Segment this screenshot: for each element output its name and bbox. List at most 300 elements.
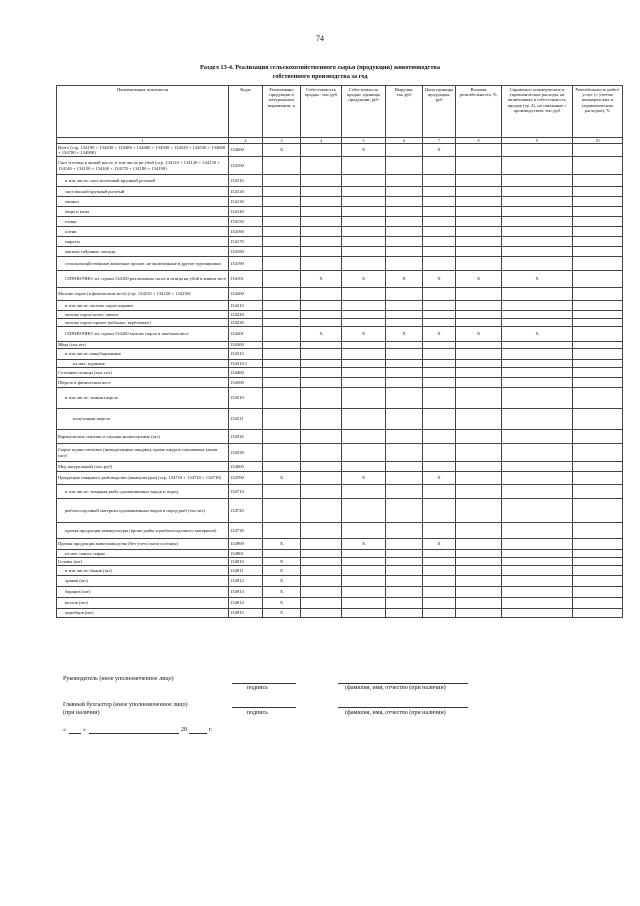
row-cell[interactable] — [301, 157, 342, 175]
row-cell[interactable] — [456, 378, 502, 388]
row-cell[interactable] — [456, 207, 502, 217]
row-cell[interactable] — [423, 587, 456, 598]
row-cell[interactable] — [386, 360, 423, 368]
row-cell[interactable] — [386, 558, 423, 566]
row-cell[interactable] — [573, 319, 623, 327]
row-cell[interactable] — [573, 288, 623, 301]
row-cell[interactable] — [456, 409, 502, 430]
row-cell[interactable]: X — [423, 144, 456, 157]
row-cell[interactable] — [386, 368, 423, 378]
row-cell[interactable] — [573, 187, 623, 197]
row-cell[interactable] — [502, 472, 573, 485]
row-cell[interactable] — [386, 444, 423, 462]
row-cell[interactable] — [456, 319, 502, 327]
row-cell[interactable] — [301, 217, 342, 227]
row-cell[interactable] — [456, 388, 502, 409]
row-cell[interactable] — [386, 609, 423, 618]
row-cell[interactable] — [423, 227, 456, 237]
row-cell[interactable] — [456, 462, 502, 472]
row-cell[interactable] — [573, 311, 623, 319]
row-cell[interactable] — [456, 175, 502, 187]
row-cell[interactable] — [342, 157, 386, 175]
row-cell[interactable] — [342, 217, 386, 227]
row-cell[interactable] — [456, 430, 502, 444]
row-cell[interactable] — [301, 539, 342, 550]
row-cell[interactable] — [423, 444, 456, 462]
row-cell[interactable] — [502, 144, 573, 157]
row-cell[interactable] — [573, 157, 623, 175]
row-cell[interactable] — [502, 288, 573, 301]
row-cell[interactable] — [263, 301, 301, 311]
row-cell[interactable] — [263, 342, 301, 349]
row-cell[interactable] — [301, 550, 342, 558]
row-cell[interactable] — [502, 368, 573, 378]
row-cell[interactable]: X — [342, 271, 386, 288]
row-cell[interactable] — [301, 301, 342, 311]
row-cell[interactable] — [342, 197, 386, 207]
row-cell[interactable]: X — [263, 609, 301, 618]
row-cell[interactable] — [301, 378, 342, 388]
row-cell[interactable] — [301, 499, 342, 523]
row-cell[interactable] — [386, 485, 423, 499]
row-cell[interactable] — [423, 499, 456, 523]
row-cell[interactable] — [502, 227, 573, 237]
row-cell[interactable] — [573, 558, 623, 566]
row-cell[interactable] — [502, 349, 573, 360]
row-cell[interactable] — [263, 388, 301, 409]
row-cell[interactable] — [342, 311, 386, 319]
row-cell[interactable] — [423, 566, 456, 576]
row-cell[interactable] — [342, 609, 386, 618]
row-cell[interactable] — [301, 319, 342, 327]
row-cell[interactable] — [263, 237, 301, 247]
row-cell[interactable] — [386, 499, 423, 523]
row-cell[interactable] — [573, 550, 623, 558]
row-cell[interactable] — [386, 523, 423, 539]
row-cell[interactable] — [342, 257, 386, 271]
row-cell[interactable]: X — [263, 472, 301, 485]
row-cell[interactable] — [301, 311, 342, 319]
row-cell[interactable] — [573, 462, 623, 472]
row-cell[interactable] — [386, 288, 423, 301]
row-cell[interactable] — [386, 217, 423, 227]
row-cell[interactable] — [263, 207, 301, 217]
row-cell[interactable] — [573, 368, 623, 378]
row-cell[interactable] — [301, 349, 342, 360]
row-cell[interactable]: X — [342, 472, 386, 485]
row-cell[interactable] — [342, 319, 386, 327]
row-cell[interactable] — [301, 388, 342, 409]
row-cell[interactable] — [423, 558, 456, 566]
row-cell[interactable]: X — [342, 144, 386, 157]
row-cell[interactable] — [573, 499, 623, 523]
row-cell[interactable] — [573, 349, 623, 360]
row-cell[interactable] — [342, 288, 386, 301]
row-cell[interactable] — [456, 444, 502, 462]
row-cell[interactable] — [573, 217, 623, 227]
row-cell[interactable] — [423, 550, 456, 558]
row-cell[interactable] — [342, 550, 386, 558]
row-cell[interactable] — [386, 409, 423, 430]
row-cell[interactable] — [423, 342, 456, 349]
row-cell[interactable] — [342, 462, 386, 472]
row-cell[interactable] — [456, 217, 502, 227]
row-cell[interactable] — [456, 301, 502, 311]
row-cell[interactable] — [573, 144, 623, 157]
row-cell[interactable]: X — [423, 472, 456, 485]
row-cell[interactable] — [301, 360, 342, 368]
row-cell[interactable] — [301, 409, 342, 430]
row-cell[interactable] — [301, 598, 342, 609]
row-cell[interactable] — [301, 587, 342, 598]
row-cell[interactable] — [386, 187, 423, 197]
row-cell[interactable] — [263, 217, 301, 227]
row-cell[interactable] — [456, 187, 502, 197]
row-cell[interactable] — [573, 430, 623, 444]
row-cell[interactable]: X — [263, 558, 301, 566]
row-cell[interactable] — [301, 485, 342, 499]
row-cell[interactable]: X — [342, 327, 386, 342]
row-cell[interactable] — [386, 576, 423, 587]
row-cell[interactable] — [386, 144, 423, 157]
row-cell[interactable] — [386, 472, 423, 485]
row-cell[interactable] — [456, 485, 502, 499]
row-cell[interactable] — [263, 175, 301, 187]
row-cell[interactable] — [301, 187, 342, 197]
row-cell[interactable] — [263, 378, 301, 388]
row-cell[interactable] — [456, 550, 502, 558]
row-cell[interactable] — [263, 485, 301, 499]
row-cell[interactable] — [386, 342, 423, 349]
row-cell[interactable] — [263, 349, 301, 360]
row-cell[interactable]: X — [263, 539, 301, 550]
row-cell[interactable] — [423, 175, 456, 187]
row-cell[interactable] — [301, 523, 342, 539]
row-cell[interactable] — [456, 311, 502, 319]
row-cell[interactable] — [502, 257, 573, 271]
row-cell[interactable]: X — [263, 587, 301, 598]
row-cell[interactable]: X — [301, 271, 342, 288]
row-cell[interactable]: X — [386, 327, 423, 342]
row-cell[interactable] — [386, 237, 423, 247]
row-cell[interactable]: X — [342, 539, 386, 550]
row-cell[interactable] — [423, 247, 456, 257]
row-cell[interactable] — [502, 444, 573, 462]
row-cell[interactable] — [423, 430, 456, 444]
row-cell[interactable] — [263, 360, 301, 368]
row-cell[interactable] — [301, 472, 342, 485]
row-cell[interactable]: X — [263, 566, 301, 576]
row-cell[interactable] — [573, 257, 623, 271]
row-cell[interactable] — [342, 499, 386, 523]
row-cell[interactable] — [573, 360, 623, 368]
row-cell[interactable] — [263, 444, 301, 462]
row-cell[interactable] — [502, 485, 573, 499]
row-cell[interactable] — [456, 539, 502, 550]
row-cell[interactable] — [342, 237, 386, 247]
row-cell[interactable] — [502, 217, 573, 227]
row-cell[interactable] — [423, 217, 456, 227]
row-cell[interactable] — [386, 430, 423, 444]
row-cell[interactable] — [423, 207, 456, 217]
row-cell[interactable] — [456, 360, 502, 368]
row-cell[interactable] — [573, 444, 623, 462]
row-cell[interactable] — [301, 257, 342, 271]
row-cell[interactable] — [456, 576, 502, 587]
row-cell[interactable]: X — [263, 144, 301, 157]
row-cell[interactable] — [423, 360, 456, 368]
row-cell[interactable] — [263, 247, 301, 257]
row-cell[interactable] — [502, 499, 573, 523]
row-cell[interactable] — [263, 157, 301, 175]
row-cell[interactable] — [386, 598, 423, 609]
row-cell[interactable] — [573, 472, 623, 485]
row-cell[interactable] — [502, 342, 573, 349]
row-cell[interactable] — [573, 539, 623, 550]
row-cell[interactable] — [263, 319, 301, 327]
row-cell[interactable] — [456, 566, 502, 576]
row-cell[interactable] — [342, 349, 386, 360]
row-cell[interactable] — [573, 237, 623, 247]
row-cell[interactable]: X — [263, 576, 301, 587]
row-cell[interactable] — [573, 327, 623, 342]
row-cell[interactable]: X — [263, 598, 301, 609]
row-cell[interactable]: X — [423, 271, 456, 288]
row-cell[interactable] — [573, 197, 623, 207]
row-cell[interactable] — [423, 187, 456, 197]
row-cell[interactable] — [386, 378, 423, 388]
row-cell[interactable] — [342, 409, 386, 430]
row-cell[interactable] — [456, 587, 502, 598]
row-cell[interactable] — [342, 227, 386, 237]
row-cell[interactable] — [386, 157, 423, 175]
row-cell[interactable] — [456, 288, 502, 301]
row-cell[interactable] — [456, 237, 502, 247]
row-cell[interactable] — [342, 558, 386, 566]
row-cell[interactable] — [456, 157, 502, 175]
row-cell[interactable] — [263, 187, 301, 197]
row-cell[interactable] — [386, 311, 423, 319]
row-cell[interactable] — [423, 197, 456, 207]
row-cell[interactable] — [573, 227, 623, 237]
row-cell[interactable] — [263, 550, 301, 558]
row-cell[interactable] — [573, 587, 623, 598]
row-cell[interactable] — [456, 499, 502, 523]
row-cell[interactable] — [386, 587, 423, 598]
row-cell[interactable]: X — [502, 327, 573, 342]
row-cell[interactable] — [456, 257, 502, 271]
row-cell[interactable]: X — [386, 271, 423, 288]
row-cell[interactable] — [301, 609, 342, 618]
row-cell[interactable] — [342, 388, 386, 409]
row-cell[interactable] — [423, 311, 456, 319]
row-cell[interactable] — [423, 288, 456, 301]
row-cell[interactable] — [573, 301, 623, 311]
row-cell[interactable] — [342, 207, 386, 217]
row-cell[interactable]: X — [301, 327, 342, 342]
row-cell[interactable] — [573, 388, 623, 409]
row-cell[interactable] — [263, 409, 301, 430]
row-cell[interactable] — [342, 598, 386, 609]
row-cell[interactable] — [301, 558, 342, 566]
row-cell[interactable] — [386, 197, 423, 207]
row-cell[interactable] — [573, 207, 623, 217]
row-cell[interactable] — [573, 409, 623, 430]
row-cell[interactable] — [502, 197, 573, 207]
row-cell[interactable] — [342, 247, 386, 257]
row-cell[interactable] — [342, 566, 386, 576]
row-cell[interactable] — [573, 271, 623, 288]
row-cell[interactable] — [386, 566, 423, 576]
row-cell[interactable] — [386, 227, 423, 237]
row-cell[interactable] — [423, 409, 456, 430]
row-cell[interactable]: X — [423, 327, 456, 342]
row-cell[interactable] — [263, 327, 301, 342]
row-cell[interactable] — [456, 598, 502, 609]
row-cell[interactable] — [342, 187, 386, 197]
row-cell[interactable] — [423, 485, 456, 499]
row-cell[interactable] — [502, 157, 573, 175]
row-cell[interactable] — [502, 523, 573, 539]
row-cell[interactable] — [502, 247, 573, 257]
row-cell[interactable] — [386, 301, 423, 311]
row-cell[interactable] — [423, 598, 456, 609]
row-cell[interactable] — [456, 197, 502, 207]
row-cell[interactable] — [301, 430, 342, 444]
row-cell[interactable] — [263, 197, 301, 207]
row-cell[interactable] — [573, 342, 623, 349]
row-cell[interactable] — [502, 175, 573, 187]
row-cell[interactable] — [386, 257, 423, 271]
row-cell[interactable] — [456, 247, 502, 257]
row-cell[interactable] — [342, 523, 386, 539]
row-cell[interactable] — [386, 462, 423, 472]
row-cell[interactable] — [342, 342, 386, 349]
row-cell[interactable] — [573, 609, 623, 618]
row-cell[interactable] — [423, 523, 456, 539]
row-cell[interactable] — [342, 175, 386, 187]
row-cell[interactable] — [301, 566, 342, 576]
row-cell[interactable] — [386, 550, 423, 558]
row-cell[interactable] — [573, 378, 623, 388]
row-cell[interactable] — [342, 444, 386, 462]
row-cell[interactable] — [301, 576, 342, 587]
row-cell[interactable] — [573, 566, 623, 576]
row-cell[interactable] — [502, 311, 573, 319]
row-cell[interactable] — [502, 319, 573, 327]
row-cell[interactable] — [301, 144, 342, 157]
row-cell[interactable] — [342, 576, 386, 587]
row-cell[interactable] — [573, 175, 623, 187]
row-cell[interactable] — [263, 368, 301, 378]
row-cell[interactable] — [386, 207, 423, 217]
row-cell[interactable] — [263, 462, 301, 472]
row-cell[interactable] — [263, 499, 301, 523]
row-cell[interactable] — [573, 598, 623, 609]
row-cell[interactable] — [423, 378, 456, 388]
row-cell[interactable] — [301, 197, 342, 207]
row-cell[interactable] — [263, 523, 301, 539]
row-cell[interactable] — [263, 288, 301, 301]
row-cell[interactable] — [301, 237, 342, 247]
row-cell[interactable] — [301, 288, 342, 301]
row-cell[interactable] — [502, 598, 573, 609]
row-cell[interactable] — [502, 587, 573, 598]
row-cell[interactable] — [502, 388, 573, 409]
row-cell[interactable] — [456, 609, 502, 618]
row-cell[interactable] — [456, 227, 502, 237]
row-cell[interactable] — [573, 485, 623, 499]
row-cell[interactable] — [301, 207, 342, 217]
row-cell[interactable] — [502, 301, 573, 311]
row-cell[interactable]: X — [423, 539, 456, 550]
row-cell[interactable] — [502, 558, 573, 566]
row-cell[interactable] — [301, 462, 342, 472]
row-cell[interactable]: X — [456, 271, 502, 288]
row-cell[interactable] — [502, 409, 573, 430]
row-cell[interactable] — [502, 576, 573, 587]
row-cell[interactable] — [263, 311, 301, 319]
row-cell[interactable] — [456, 368, 502, 378]
row-cell[interactable] — [502, 539, 573, 550]
row-cell[interactable] — [502, 187, 573, 197]
row-cell[interactable] — [423, 462, 456, 472]
row-cell[interactable] — [502, 462, 573, 472]
row-cell[interactable] — [301, 342, 342, 349]
row-cell[interactable] — [456, 144, 502, 157]
row-cell[interactable] — [263, 430, 301, 444]
row-cell[interactable] — [263, 227, 301, 237]
row-cell[interactable] — [502, 430, 573, 444]
row-cell[interactable] — [423, 237, 456, 247]
row-cell[interactable] — [456, 523, 502, 539]
row-cell[interactable] — [423, 349, 456, 360]
row-cell[interactable] — [423, 368, 456, 378]
row-cell[interactable] — [456, 558, 502, 566]
row-cell[interactable]: X — [456, 327, 502, 342]
row-cell[interactable] — [342, 587, 386, 598]
row-cell[interactable] — [423, 157, 456, 175]
row-cell[interactable] — [342, 301, 386, 311]
row-cell[interactable] — [423, 257, 456, 271]
row-cell[interactable] — [301, 368, 342, 378]
row-cell[interactable] — [342, 368, 386, 378]
row-cell[interactable] — [386, 175, 423, 187]
row-cell[interactable] — [301, 444, 342, 462]
row-cell[interactable] — [423, 319, 456, 327]
row-cell[interactable] — [502, 550, 573, 558]
row-cell[interactable] — [301, 227, 342, 237]
row-cell[interactable] — [502, 566, 573, 576]
row-cell[interactable] — [573, 523, 623, 539]
row-cell[interactable] — [573, 247, 623, 257]
row-cell[interactable] — [502, 378, 573, 388]
row-cell[interactable] — [456, 349, 502, 360]
row-cell[interactable] — [502, 207, 573, 217]
row-cell[interactable] — [386, 319, 423, 327]
row-cell[interactable] — [423, 301, 456, 311]
row-cell[interactable] — [386, 349, 423, 360]
row-cell[interactable]: X — [502, 271, 573, 288]
row-cell[interactable] — [342, 485, 386, 499]
row-cell[interactable] — [502, 609, 573, 618]
row-cell[interactable] — [263, 271, 301, 288]
row-cell[interactable] — [423, 609, 456, 618]
row-cell[interactable] — [301, 247, 342, 257]
row-cell[interactable] — [502, 360, 573, 368]
row-cell[interactable] — [342, 378, 386, 388]
row-cell[interactable] — [301, 175, 342, 187]
